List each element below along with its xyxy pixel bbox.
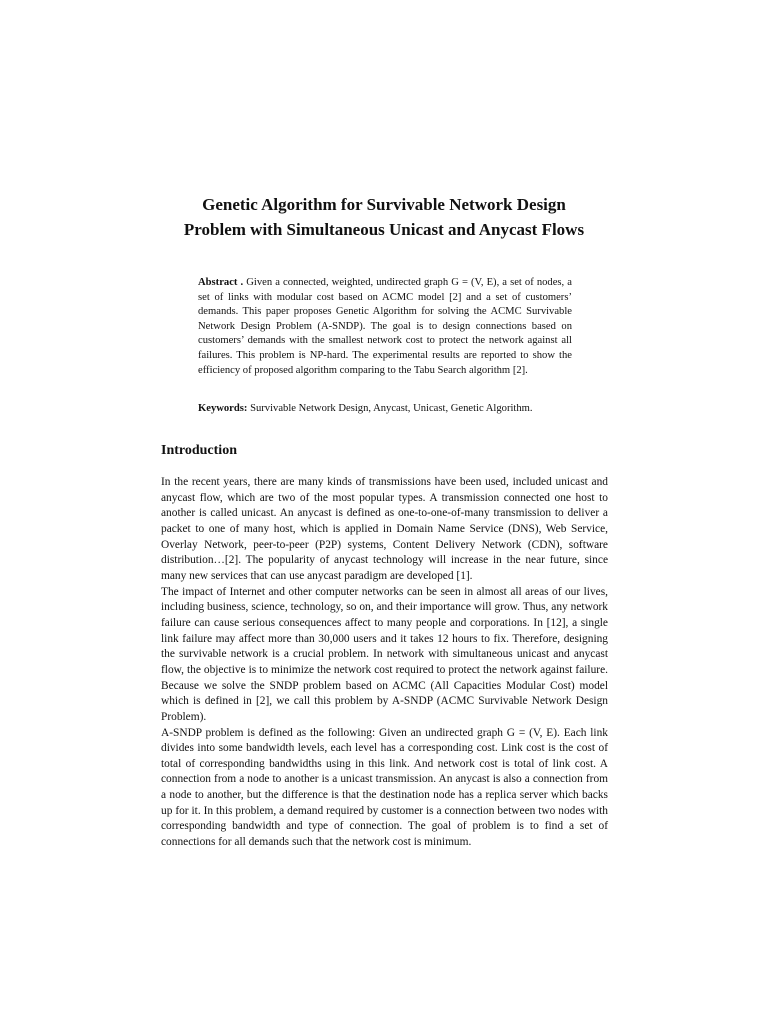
keywords-label: Keywords: [198,403,251,414]
keywords-block [198,402,578,417]
keywords-text: Survivable Network Design, Anycast, Unicast, Genetic Algorithm. [250,403,533,414]
abstract-text: Given a connected, weighted, undirected graph G = (V, E), a set of nodes, a set of links with modular cost based on ACMC model [2] and a set of customers’ demands. This paper proposes Genetic Algorithm for solving the ACMC Survivable Network Design Problem (A-SNDP). The goal is to design connections based on customers’ demands with the smallest network cost to protect the network against all failures. This problem is NP-hard. The experimental results are reported to show the efficiency of proposed algorithm comparing to the Tabu Search algorithm [2]. [198,277,572,376]
body-paragraph: In the recent years, there are many kinds of transmissions have been used, included unicast and anycast flow, which are two of the most popular types. A transmission connected one host to another is called unicast. An anycast is defined as one-to-one-of-many transmission to deliver a packet to one of many host, which is applied in Domain Name Service (DNS), Web Service, Overlay Network, peer-to-peer (P2P) systems, Content Delivery Network (CDN), software distribution…[2]. The popularity of anycast technology will increase in the near future, since many new services that can use anycast paradigm are developed [1]. [161,476,608,582]
introduction-body [161,475,608,851]
abstract-label: Abstract . [198,277,247,288]
paper-title-line-1: Genetic Algorithm for Survivable Network Design [202,195,566,214]
paper-title-line-2: Problem with Simultaneous Unicast and Anycast Flows [183,220,585,239]
abstract-block [198,276,572,378]
paper-title [0,192,768,242]
body-paragraph: The impact of Internet and other computer networks can be seen in almost all areas of our lives, including business, science, technology, so on, and their importance will grow. Thus, any network failure can cause serious consequences affect to many people and corporations. In [12], a single link failure may affect more than 30,000 users and it takes 12 hours to fix. Therefore, designing the survivable network is a crucial problem. In network with simultaneous unicast and anycast flow, the objective is to minimize the network cost required to protect the network against failure. Because we solve the SNDP problem based on ACMC (All Capacities Modular Cost) model which is defined in [2], we call this problem by A-SNDP (ACMC Survivable Network Design Problem). [161,585,608,723]
section-heading-introduction: Introduction [161,443,237,458]
body-paragraph: A-SNDP problem is defined as the following: Given an undirected graph G = (V, E). Each link divides into some bandwidth levels, each level has a corresponding cost. Link cost is the cost of total of corresponding bandwidths using in this link. And network cost is total of link cost. A connection from a node to another is a unicast transmission. An anycast is also a connection from a node to another, but the difference is that the destination node has a replica server which backs up for it. In this problem, a demand required by customer is a connection between two nodes with corresponding bandwidth and type of connection. The goal of problem is to find a set of connections for all demands such that the network cost is minimum. [161,726,608,849]
